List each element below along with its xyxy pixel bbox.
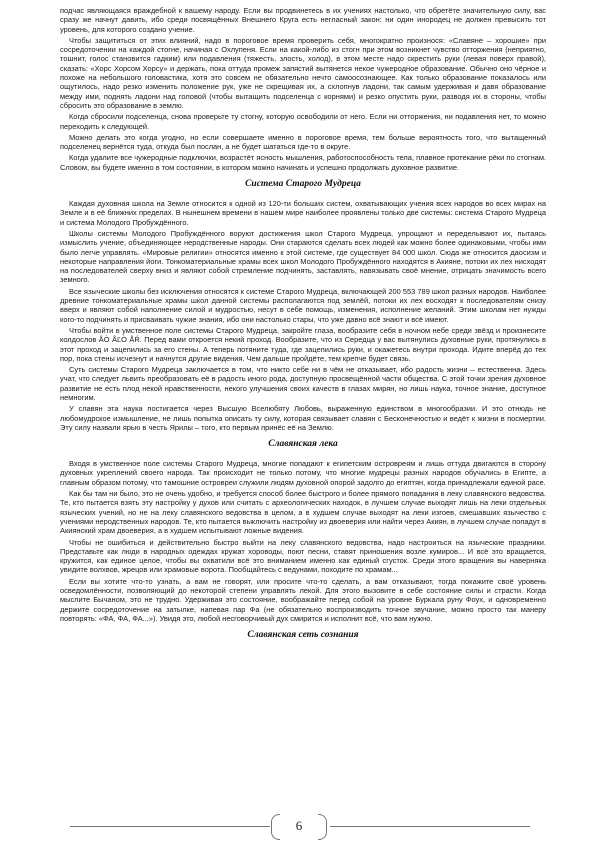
paragraph: Все языческие школы без исключения относятся к системе Старого Мудреца, включающей 200 553 789 школ разных народов. Наиболее древние тонкоматериальные храмы школ данной системы располагаются под землёй, потоки их лех восходят к последователям снизу вверх и являют собой наполнение силой и мудростью, несут в себе помощь, изменения, исполнение желаний. Этим школам нет нужды кого-то подчинять и присваивать чужие знания, ибо они настолько стары, что уже давно всё знают и всё имеют. — [60, 286, 546, 324]
paragraph: Если вы хотите что-то узнать, а вам не говорят, или просите что-то сделать, а вам отказывают, тогда покажите своё уровень осведомлённости, позволяющий до некоторой степени управлять лекой. Для этого вызовите в себе состояние силы и страсти. Когда мыслите Бычаном, это не трудно. Удерживая это состояние, воображайте перед собой на уровне Буркала руну Фоух, и одновременно держите сосредоточение на затылке, напевая пар Фа (не обязательно воспроизводить точное звучание, можно просто так манеру повторять: «ФА, ФА, ФА...»). Увидя это, любой несговорчивый дух смирится и исполнит всё, что вам нужно. — [60, 576, 546, 623]
section-heading: Славянская лека — [268, 439, 338, 450]
section-heading: Славянская сеть сознания — [247, 630, 359, 641]
paragraph: У славян эта наука постигается через Высшую Вселюбяту Любовь, выраженную единством в многообразии. И это отнюдь не любомудрское измышление, не лишь попытка описать ту силу, которая связывает славян с Бесконечностью и ведёт к жизни в посмертии. Эту силу назвали ярью в честь Ярилы – того, кто первым принёс её на Землю. — [60, 404, 546, 432]
paragraph: Чтобы не ошибиться и действительно быстро выйти на леку славянского ведовства, надо настроиться на языческие праздники. Представьте как люди в народных одеждах кружат хороводы, поют песни, ставят приношения возле кумиров... И всё это вращается, кружится, как единое целое, чтобы вы охватили всё это вниманием именно как единый сгусток. Среди этого вращения вы наверняка увидите волхвов, жрецов или храмовые ворота. Пообщайтесь с ведунами, походите по храмам... — [60, 537, 546, 575]
paragraph: Как бы там ни было, это не очень удобно, и требуется способ более быстрого и более прямого попадания в леку славянского ведовства. Те, кто пытается взять эту настройку у духов или считать с археологических находок, в лучшем случае выходят лишь на леки отдельных языческих учений, но не на леку славянского ведовства в целом, а в худшем случае выходят на леки изгоев, смешавших язычество с учениями неродственных народов. Те, кто пытается выключить настройку из двоеверия или найти через Акиян, в лучшем случае попадут в Акиянский храм двоеверия, а в худшем испытывают ложные видения. — [60, 489, 546, 536]
paragraph: Каждая духовная школа на Земле относится к одной из 120-ти больших систем, охватывающих учения всех народов во всех мирах на Земле и в её ближних пределах. В нынешнем времени в нашем мире наиболее проявлены только две системы: система Старого Мудреца и система Молодого Пробуждённого. — [60, 199, 546, 227]
paragraph: Чтобы защититься от этих влияний, надо в пороговое время проверить себя, многократно произнося: «Славяне – хорошие» при сосредоточении на каждой стогне, начиная с Охлупеня. Если на какой-либо из стогн при этом возникнет чувство отторжения (неприятно, тошнит, голос становится гадким) или подавления (тяжесть, злость, холод), в этом месте надо скрестить руки (левая поверх правой), сказать: «Хорс Хорсом Хорсу» и держать, пока оттуда промеж запястий вытянется некое чужеродное образование. Обычно оно чёрное и похоже на небольшого головастика, хотя это совсем не обязательно нечто самоосознающее. Как только образование показалось или ощутилось, надо резко изменить положение рук, уже не скрещивая их, а схлопнув ладони, так самым удерживая и давя образование между ими, поднять ладони над головой (чтобы вытащить подселенца с корнями) и резко опустить руки, разводя их в стороны, чтобы сбросить это образование в землю. — [60, 35, 546, 110]
paragraph: Школы системы Молодого Пробуждённого воруют достижения школ Старого Мудреца, упрощают и переделывают их, пытаясь измыслить учение, объединяющее неродственные народы. Они стараются сделать всех людей как можно более одинаковыми, чтобы ими было легче управлять. «Мировые религии» относятся именно к этой системе, где существует 84 000 школ. Сюда же относится даосизм и некоторые направления йоги. Тонкоматериальные храмы всех школ Молодого Пробуждённого находятся в Акияне, потоки их лех нисходят на последователей сверху вниз и являют собой стремление подчинять, заставлять, навязывать своё мнение, отрицать значимость всего земного. — [60, 228, 546, 285]
paragraph: Когда сбросили подселенца, снова проверьте ту стогну, которую освободили от него. Если ни отторжения, ни подавления нет, то можно переходить к следующей. — [60, 112, 546, 131]
paragraph: Входя в умственное поле системы Старого Мудреца, многие попадают к египетским островреям и лишь оттуда двигаются в сторону духовных укреплений своего народа. Так происходит не только потому, что многие мудрецы разных народов обучались в Египте, а главным образом потому, что тамошние островреи служили людям духовной опорой задолго до египтян, когда принадлежали единой расе. — [60, 459, 546, 487]
paragraph: Суть системы Старого Мудреца заключается в том, что никто себе ни в чём не отказывает, ибо радость жизни – естественна. Здесь учат, что следует львить преобразовать её в радость иного рода, доступную просвещённой части общества. С этой точки зрения духовное развитие не есть плод некой нравственности, некого улучшения своих качеств в глазах мирян, но лишь наука, точное знание, доступное немногим. — [60, 365, 546, 402]
page-content — [60, 6, 546, 650]
paragraph: Когда удалите все чужеродные подключки, возрастёт ясность мышления, работоспособность тела, плавное протекание рёки по стогнам. Словом, вы будете именно в том состоянии, в котором можно начинать и успешно продолжать духовное развитие. — [60, 153, 546, 172]
section-heading: Система Старого Мудреца — [245, 179, 361, 190]
page-number-bracket-right — [318, 814, 327, 840]
footer-rule-left — [70, 826, 270, 827]
paragraph: Можно делать это когда угодно, но если совершаете именно в пороговое время, тем больше вероятность того, что вытащенный подселенец вернётся туда, откуда был послан, а не будет шататься где-то в округе. — [60, 132, 546, 152]
page-footer — [0, 812, 600, 842]
page-number: 6 — [295, 818, 303, 833]
paragraph: подчас являющаяся враждебной к вашему народу. Если вы продвинетесь в их учениях настолько, что обретёте значительную силу, вас сразу же начнут давить, ибо среди посвящённых Внешнего Круга есть негласный закон: ни один инородец не должен превысить тот уровень, для которого создано учение. — [60, 6, 546, 34]
page-number-bracket-left — [271, 814, 280, 840]
paragraph: Чтобы войти в умственное поле системы Старого Мудреца, закройте глаза, вообразите себя в ночном небе среди звёзд и произнесите колдослов ÅÒ ÅĽÒ ÅŔ. Перед вами откроется некий проход. Вообразите, что из Середца у вас вытянулись духовные руки, протянулись в этот проход и зацепились за его стены. А теперь потяните туда, где зацепились руки, и окажетесь внутри прохода. Идите вперёд до тех пор, пока стены исчезнут и начнутся другие видения. Чем дальше пройдёте, тем крепче будет связь. — [60, 325, 546, 363]
footer-rule-right — [330, 826, 530, 827]
